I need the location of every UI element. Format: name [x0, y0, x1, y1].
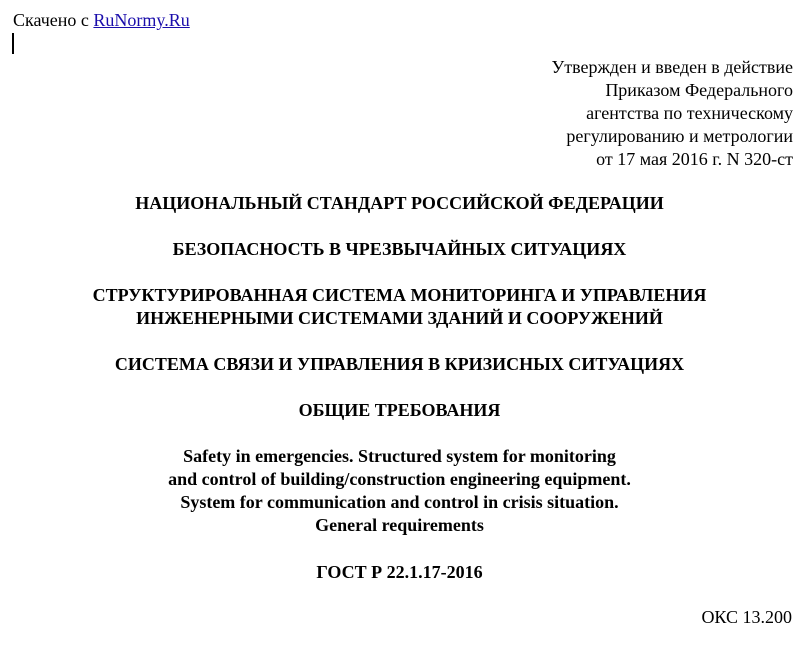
english-title [0, 445, 799, 537]
english-title-line: System for communication and control in crisis situation. [180, 492, 619, 512]
structured-system-line: СТРУКТУРИРОВАННАЯ СИСТЕМА МОНИТОРИНГА И УПРАВЛЕНИЯ [92, 285, 707, 305]
english-title-line: Safety in emergencies. Structured system for monitoring [183, 446, 616, 466]
general-requirements-heading: ОБЩИЕ ТРЕБОВАНИЯ [298, 400, 501, 420]
runormy-link[interactable]: RuNormy.Ru [93, 10, 190, 30]
approval-line: от 17 мая 2016 г. N 320-ст [596, 149, 793, 169]
communication-system-heading: СИСТЕМА СВЯЗИ И УПРАВЛЕНИЯ В КРИЗИСНЫХ СИТУАЦИЯХ [114, 354, 685, 374]
english-title-line: General requirements [315, 515, 484, 535]
text-cursor [12, 33, 14, 54]
national-standard-heading: НАЦИОНАЛЬНЫЙ СТАНДАРТ РОССИЙСКОЙ ФЕДЕРАЦИИ [135, 193, 664, 213]
approval-block [551, 56, 793, 171]
structured-system-line: ИНЖЕНЕРНЫМИ СИСТЕМАМИ ЗДАНИЙ И СООРУЖЕНИЙ [136, 308, 663, 328]
standard-number: ГОСТ Р 22.1.17-2016 [316, 562, 483, 582]
approval-line: регулированию и метрологии [566, 126, 793, 146]
classification-code: ОКС 13.200 [701, 607, 792, 627]
english-title-line: and control of building/construction engineering equipment. [168, 469, 631, 489]
approval-line: агентства по техническому [586, 103, 793, 123]
download-source-line [13, 9, 190, 31]
approval-line: Приказом Федерального [605, 80, 793, 100]
download-source-prefix: Скачено с [13, 10, 94, 30]
structured-system-heading [0, 284, 799, 330]
approval-line: Утвержден и введен в действие [551, 57, 793, 77]
safety-heading: БЕЗОПАСНОСТЬ В ЧРЕЗВЫЧАЙНЫХ СИТУАЦИЯХ [172, 239, 627, 259]
